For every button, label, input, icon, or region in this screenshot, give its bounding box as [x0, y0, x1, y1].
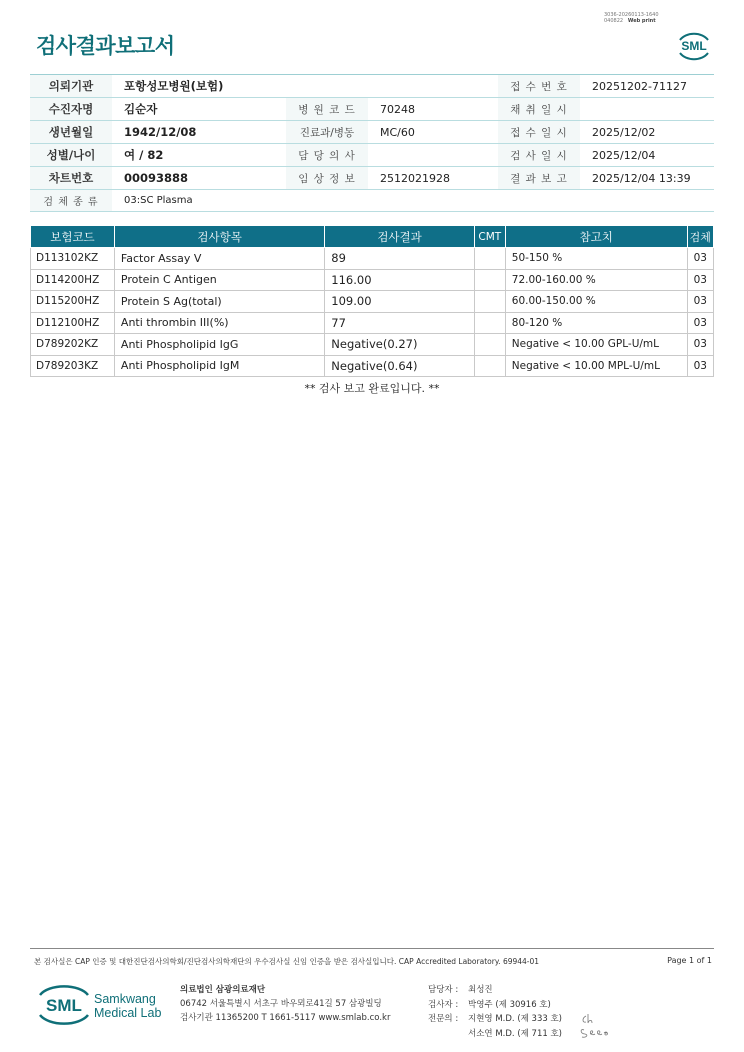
staff-role: 담당자 : [428, 985, 459, 995]
label-birth-date: 생년월일 [30, 121, 112, 144]
table-row [31, 334, 714, 356]
label-sex-age: 성별/나이 [30, 144, 112, 167]
cell-result: Negative(0.27) [325, 334, 475, 356]
table-row [31, 269, 714, 291]
cell-item: Factor Assay V [114, 248, 324, 270]
hospital-code: 70248 [368, 98, 498, 121]
label-test-date: 검 사 일 시 [498, 144, 580, 167]
signature-icon [576, 1008, 612, 1040]
test-date: 2025/12/04 [580, 144, 714, 167]
receipt-date: 2025/12/02 [580, 121, 714, 144]
staff-name: 지현영 M.D. (제 333 호) [468, 1014, 563, 1024]
cell-item: Protein C Antigen [114, 269, 324, 291]
info-row [30, 167, 714, 190]
cell-code: D114200HZ [31, 269, 115, 291]
cell-reference: 60.00-150.00 % [505, 291, 687, 313]
cell-code: D789203KZ [31, 355, 115, 377]
cell-reference: 50-150 % [505, 248, 687, 270]
label-result-report: 결 과 보 고 [498, 167, 580, 190]
cell-result: Negative(0.64) [325, 355, 475, 377]
cell-item: Anti Phospholipid IgM [114, 355, 324, 377]
cell-item: Anti Phospholipid IgG [114, 334, 324, 356]
staff-role [428, 1027, 468, 1042]
cell-specimen: 03 [687, 269, 713, 291]
cell-result: 116.00 [325, 269, 475, 291]
logo-line1: Samkwang [94, 992, 156, 1006]
info-row [30, 75, 714, 98]
cell-specimen: 03 [687, 334, 713, 356]
cell-cmt [474, 291, 505, 313]
report-complete-note: ** 검사 보고 완료입니다. ** [304, 382, 440, 395]
logo-line2: Medical Lab [94, 1006, 162, 1020]
col-test-result: 검사결과 [325, 226, 475, 248]
cell-code: D789202KZ [31, 334, 115, 356]
results-table [30, 225, 714, 377]
specimen-type: 03:SC Plasma [112, 190, 714, 212]
table-row [31, 248, 714, 270]
cell-code: D115200HZ [31, 291, 115, 313]
col-reference: 참고치 [505, 226, 687, 248]
col-test-item: 검사항목 [114, 226, 324, 248]
sml-logo-icon [674, 26, 714, 66]
result-report-date: 2025/12/04 13:39 [580, 167, 714, 190]
label-doctor: 담 당 의 사 [286, 144, 368, 167]
logo-text: SML [46, 996, 82, 1015]
label-receipt-date: 접 수 일 시 [498, 121, 580, 144]
staff-row [428, 1012, 562, 1027]
organization-info [180, 983, 390, 1025]
cell-reference: 72.00-160.00 % [505, 269, 687, 291]
requesting-org: 포항성모병원(보험) [112, 75, 498, 98]
col-insurance-code: 보험코드 [31, 226, 115, 248]
table-row [31, 312, 714, 334]
cap-accreditation-note: 본 검사실은 CAP 인증 및 대한진단검사의학회/진단검사의학재단의 우수검사실 신임 인증을 받은 검사실입니다. CAP Accredited Laboratory. 69944-01 [34, 957, 540, 966]
staff-role: 검사자 : [428, 999, 459, 1010]
samkwang-logo-icon [36, 980, 196, 1030]
receipt-number: 20251202-71127 [580, 75, 714, 98]
print-id [604, 12, 684, 24]
cell-cmt [474, 269, 505, 291]
staff-row [428, 983, 562, 998]
staff-name: 서소연 M.D. (제 711 호) [468, 1028, 563, 1039]
cell-result: 109.00 [325, 291, 475, 313]
cell-cmt [474, 355, 505, 377]
doctor [368, 144, 498, 167]
cell-specimen: 03 [687, 312, 713, 334]
sex-age: 여 / 82 [112, 144, 286, 167]
cell-reference: Negative < 10.00 MPL-U/mL [505, 355, 687, 377]
org-address: 06742 서울특별시 서초구 바우뫼로41길 57 삼광빌딩 [180, 999, 382, 1009]
col-cmt: CMT [474, 226, 505, 248]
label-department: 진료과/병동 [286, 121, 368, 144]
label-requesting-org: 의뢰기관 [30, 75, 112, 98]
cell-result: 77 [325, 312, 475, 334]
cell-cmt [474, 334, 505, 356]
org-contact: 검사기관 11365200 T 1661-5117 www.smlab.co.kr [180, 1013, 391, 1023]
patient-name: 김순자 [112, 98, 286, 121]
staff-row [428, 998, 562, 1013]
clinical-info: 2512021928 [368, 167, 498, 190]
info-row [30, 121, 714, 144]
cell-cmt [474, 248, 505, 270]
cell-item: Anti thrombin III(%) [114, 312, 324, 334]
print-label: Web print [627, 18, 656, 24]
table-row [31, 355, 714, 377]
staff-name: 박영주 (제 30916 호) [468, 999, 551, 1010]
table-row [31, 291, 714, 313]
info-row [30, 144, 714, 167]
label-collection-date: 채 취 일 시 [498, 98, 580, 121]
page-number: Page 1 of 1 [667, 956, 712, 965]
info-row [30, 190, 714, 212]
label-hospital-code: 병 원 코 드 [286, 98, 368, 121]
cell-item: Protein S Ag(total) [114, 291, 324, 313]
cell-specimen: 03 [687, 355, 713, 377]
label-patient-name: 수진자명 [30, 98, 112, 121]
label-clinical-info: 임 상 정 보 [286, 167, 368, 190]
org-name: 의료법인 삼광의료재단 [180, 985, 266, 995]
collection-date [580, 98, 714, 121]
staff-info [428, 983, 562, 1041]
cell-code: D113102KZ [31, 248, 115, 270]
cell-reference: 80-120 % [505, 312, 687, 334]
print-id-line1: 3036-20260113-1640 [604, 12, 659, 18]
label-receipt-number: 접 수 번 호 [498, 75, 580, 98]
cell-specimen: 03 [687, 291, 713, 313]
cell-reference: Negative < 10.00 GPL-U/mL [505, 334, 687, 356]
report-title: 검사결과보고서 [36, 34, 175, 58]
footer-divider [30, 948, 714, 949]
label-specimen-type: 검 체 종 류 [30, 190, 112, 212]
info-row [30, 98, 714, 121]
label-chart-number: 차트번호 [30, 167, 112, 190]
cell-result: 89 [325, 248, 475, 270]
staff-row [428, 1027, 562, 1042]
cell-specimen: 03 [687, 248, 713, 270]
patient-info-table [30, 74, 714, 212]
results-header-row [31, 226, 714, 248]
logo-text: SML [681, 39, 707, 53]
cell-code: D112100HZ [31, 312, 115, 334]
staff-role: 전문의 : [428, 1014, 459, 1024]
staff-name: 최성진 [468, 985, 493, 995]
chart-number: 00093888 [112, 167, 286, 190]
birth-date: 1942/12/08 [112, 121, 286, 144]
cell-cmt [474, 312, 505, 334]
print-id-line2: 040822 [604, 18, 624, 24]
department: MC/60 [368, 121, 498, 144]
col-specimen: 검체 [687, 226, 713, 248]
